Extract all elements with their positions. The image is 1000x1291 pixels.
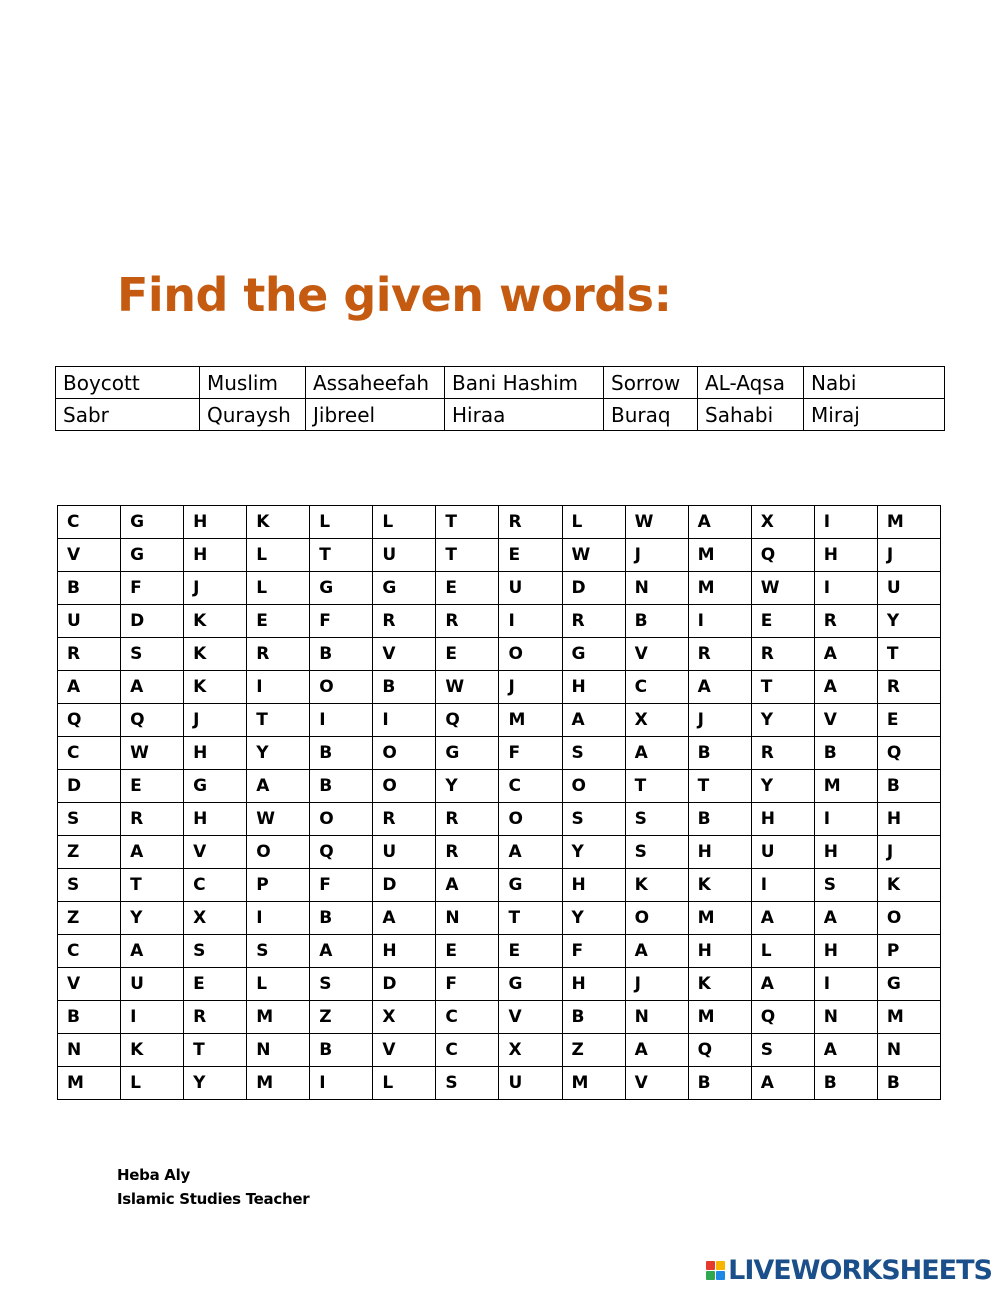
grid-cell[interactable]: O [499, 638, 562, 671]
word-list-item: Sahabi [698, 399, 804, 431]
grid-cell[interactable]: U [499, 1067, 562, 1100]
grid-cell[interactable]: K [688, 869, 751, 902]
liveworksheets-logo-icon [706, 1261, 725, 1280]
grid-cell[interactable]: E [121, 770, 184, 803]
grid-cell[interactable]: S [751, 1034, 814, 1067]
grid-cell[interactable]: I [814, 572, 877, 605]
grid-cell[interactable]: A [814, 638, 877, 671]
grid-cell[interactable]: F [310, 605, 373, 638]
author-name: Heba Aly [117, 1166, 190, 1184]
grid-cell[interactable]: A [562, 704, 625, 737]
grid-cell[interactable]: S [184, 935, 247, 968]
grid-cell[interactable]: H [751, 803, 814, 836]
grid-cell[interactable]: E [436, 572, 499, 605]
grid-cell[interactable]: H [184, 803, 247, 836]
grid-cell[interactable]: Y [184, 1067, 247, 1100]
grid-cell[interactable]: B [310, 638, 373, 671]
grid-cell[interactable]: I [814, 803, 877, 836]
grid-cell[interactable]: B [814, 1067, 877, 1100]
word-list-item: Sorrow [604, 367, 698, 399]
grid-cell[interactable]: C [436, 1034, 499, 1067]
grid-cell[interactable]: I [499, 605, 562, 638]
grid-cell[interactable]: V [373, 1034, 436, 1067]
grid-cell[interactable]: J [877, 539, 940, 572]
grid-cell[interactable]: T [499, 902, 562, 935]
grid-row [58, 506, 941, 539]
grid-cell[interactable]: J [184, 704, 247, 737]
grid-cell[interactable]: C [499, 770, 562, 803]
page-title: Find the given words: [117, 268, 672, 322]
grid-cell[interactable]: D [373, 869, 436, 902]
grid-row [58, 803, 941, 836]
grid-cell[interactable]: T [310, 539, 373, 572]
grid-cell[interactable]: Z [562, 1034, 625, 1067]
grid-cell[interactable]: N [814, 1001, 877, 1034]
grid-cell[interactable]: G [436, 737, 499, 770]
grid-cell[interactable]: A [751, 1067, 814, 1100]
grid-cell[interactable]: C [58, 935, 121, 968]
grid-cell[interactable]: F [436, 968, 499, 1001]
grid-cell[interactable]: P [247, 869, 310, 902]
grid-cell[interactable]: K [247, 506, 310, 539]
grid-cell[interactable]: O [310, 803, 373, 836]
grid-cell[interactable]: D [121, 605, 184, 638]
grid-cell[interactable]: V [625, 1067, 688, 1100]
grid-cell[interactable]: T [121, 869, 184, 902]
word-list-row [56, 367, 945, 399]
grid-cell[interactable]: F [121, 572, 184, 605]
grid-cell[interactable]: O [373, 770, 436, 803]
grid-cell[interactable]: K [184, 638, 247, 671]
grid-cell[interactable]: V [58, 539, 121, 572]
grid-cell[interactable]: R [877, 671, 940, 704]
grid-cell[interactable]: N [877, 1034, 940, 1067]
grid-cell[interactable]: R [247, 638, 310, 671]
grid-cell[interactable]: X [751, 506, 814, 539]
grid-cell[interactable]: X [373, 1001, 436, 1034]
grid-cell[interactable]: Q [688, 1034, 751, 1067]
grid-cell[interactable]: R [121, 803, 184, 836]
grid-cell[interactable]: S [58, 803, 121, 836]
grid-cell[interactable]: M [58, 1067, 121, 1100]
grid-cell[interactable]: H [688, 836, 751, 869]
word-list-item: Assaheefah [306, 367, 445, 399]
grid-cell[interactable]: M [688, 1001, 751, 1034]
grid-cell[interactable]: F [562, 935, 625, 968]
grid-cell[interactable]: A [310, 935, 373, 968]
grid-cell[interactable]: O [247, 836, 310, 869]
grid-cell[interactable]: X [499, 1034, 562, 1067]
grid-cell[interactable]: A [499, 836, 562, 869]
grid-cell[interactable]: H [562, 968, 625, 1001]
grid-cell[interactable]: C [436, 1001, 499, 1034]
grid-cell[interactable]: I [121, 1001, 184, 1034]
grid-cell[interactable]: S [562, 737, 625, 770]
grid-cell[interactable]: H [184, 737, 247, 770]
grid-cell[interactable]: M [688, 572, 751, 605]
grid-cell[interactable]: V [499, 1001, 562, 1034]
liveworksheets-brand[interactable] [706, 1253, 992, 1287]
word-list-table [55, 366, 945, 431]
grid-cell[interactable]: E [877, 704, 940, 737]
grid-cell[interactable]: T [436, 506, 499, 539]
grid-cell[interactable]: N [625, 572, 688, 605]
grid-row [58, 539, 941, 572]
author-role: Islamic Studies Teacher [117, 1190, 310, 1208]
grid-row [58, 869, 941, 902]
grid-cell[interactable]: K [121, 1034, 184, 1067]
grid-cell[interactable]: Y [562, 836, 625, 869]
grid-cell[interactable]: M [688, 539, 751, 572]
grid-cell[interactable]: R [499, 506, 562, 539]
grid-cell[interactable]: A [814, 671, 877, 704]
grid-cell[interactable]: B [58, 1001, 121, 1034]
grid-cell[interactable]: F [499, 737, 562, 770]
grid-cell[interactable]: E [436, 935, 499, 968]
grid-cell[interactable]: O [562, 770, 625, 803]
grid-cell[interactable]: T [436, 539, 499, 572]
grid-cell[interactable]: B [688, 803, 751, 836]
grid-cell[interactable]: E [436, 638, 499, 671]
grid-cell[interactable]: R [184, 1001, 247, 1034]
grid-cell[interactable]: M [499, 704, 562, 737]
grid-cell[interactable]: O [877, 902, 940, 935]
grid-cell[interactable]: V [625, 638, 688, 671]
grid-cell[interactable]: T [751, 671, 814, 704]
grid-cell[interactable]: B [814, 737, 877, 770]
grid-cell[interactable]: I [373, 704, 436, 737]
grid-cell[interactable]: S [625, 803, 688, 836]
grid-row [58, 638, 941, 671]
word-list-row [56, 399, 945, 431]
grid-cell[interactable]: E [751, 605, 814, 638]
grid-cell[interactable]: N [58, 1034, 121, 1067]
grid-cell[interactable]: S [310, 968, 373, 1001]
grid-row [58, 968, 941, 1001]
grid-cell[interactable]: B [310, 770, 373, 803]
grid-cell[interactable]: I [688, 605, 751, 638]
grid-cell[interactable]: H [814, 836, 877, 869]
grid-cell[interactable]: I [310, 704, 373, 737]
grid-cell[interactable]: B [877, 770, 940, 803]
grid-row [58, 671, 941, 704]
grid-cell[interactable]: A [625, 1034, 688, 1067]
grid-cell[interactable]: W [625, 506, 688, 539]
grid-cell[interactable]: I [247, 671, 310, 704]
grid-cell[interactable]: S [625, 836, 688, 869]
grid-cell[interactable]: X [625, 704, 688, 737]
grid-cell[interactable]: L [247, 539, 310, 572]
grid-cell[interactable]: Y [436, 770, 499, 803]
grid-cell[interactable]: G [499, 968, 562, 1001]
word-list-item: Buraq [604, 399, 698, 431]
grid-cell[interactable]: L [562, 506, 625, 539]
grid-cell[interactable]: U [373, 539, 436, 572]
grid-cell[interactable]: V [58, 968, 121, 1001]
word-list-item: Bani Hashim [445, 367, 604, 399]
grid-cell[interactable]: Q [751, 539, 814, 572]
grid-cell[interactable]: Q [121, 704, 184, 737]
grid-cell[interactable]: Z [58, 902, 121, 935]
grid-cell[interactable]: M [562, 1067, 625, 1100]
grid-row [58, 737, 941, 770]
grid-cell[interactable]: Y [121, 902, 184, 935]
grid-cell[interactable]: A [121, 671, 184, 704]
grid-cell[interactable]: S [814, 869, 877, 902]
footer [117, 1163, 309, 1211]
grid-cell[interactable]: H [562, 671, 625, 704]
grid-cell[interactable]: Z [58, 836, 121, 869]
grid-cell[interactable]: R [373, 803, 436, 836]
grid-cell[interactable]: E [499, 935, 562, 968]
grid-cell[interactable]: S [562, 803, 625, 836]
grid-cell[interactable]: O [499, 803, 562, 836]
grid-cell[interactable]: J [625, 968, 688, 1001]
grid-cell[interactable]: O [373, 737, 436, 770]
grid-cell[interactable]: B [58, 572, 121, 605]
grid-cell[interactable]: R [436, 605, 499, 638]
grid-row [58, 1067, 941, 1100]
word-list-item: AL-Aqsa [698, 367, 804, 399]
grid-cell[interactable]: T [625, 770, 688, 803]
grid-cell[interactable]: Y [562, 902, 625, 935]
word-list-item: Sabr [56, 399, 200, 431]
grid-cell[interactable]: U [751, 836, 814, 869]
grid-cell[interactable]: A [751, 902, 814, 935]
grid-cell[interactable]: J [877, 836, 940, 869]
grid-cell[interactable]: B [310, 902, 373, 935]
grid-cell[interactable]: H [184, 506, 247, 539]
grid-cell[interactable]: B [310, 1034, 373, 1067]
grid-cell[interactable]: W [247, 803, 310, 836]
grid-cell[interactable]: U [499, 572, 562, 605]
grid-cell[interactable]: S [58, 869, 121, 902]
word-list-item: Miraj [804, 399, 945, 431]
grid-cell[interactable]: Y [247, 737, 310, 770]
grid-cell[interactable]: E [247, 605, 310, 638]
grid-cell[interactable]: W [751, 572, 814, 605]
grid-cell[interactable]: G [562, 638, 625, 671]
grid-cell[interactable]: T [877, 638, 940, 671]
grid-cell[interactable]: F [310, 869, 373, 902]
grid-cell[interactable]: H [373, 935, 436, 968]
grid-row [58, 902, 941, 935]
grid-cell[interactable]: G [499, 869, 562, 902]
grid-cell[interactable]: C [58, 737, 121, 770]
grid-cell[interactable]: L [373, 1067, 436, 1100]
grid-cell[interactable]: B [688, 1067, 751, 1100]
grid-cell[interactable]: A [247, 770, 310, 803]
grid-cell[interactable]: Y [877, 605, 940, 638]
grid-cell[interactable]: Q [436, 704, 499, 737]
grid-row [58, 935, 941, 968]
grid-cell[interactable]: U [373, 836, 436, 869]
brand-name: LIVEWORKSHEETS [728, 1254, 992, 1286]
grid-cell[interactable]: X [184, 902, 247, 935]
grid-cell[interactable]: V [373, 638, 436, 671]
grid-cell[interactable]: I [751, 869, 814, 902]
grid-row [58, 605, 941, 638]
grid-cell[interactable]: A [751, 968, 814, 1001]
grid-cell[interactable]: Z [310, 1001, 373, 1034]
grid-cell[interactable]: G [184, 770, 247, 803]
grid-cell[interactable]: W [562, 539, 625, 572]
grid-cell[interactable]: H [814, 539, 877, 572]
word-list-item: Jibreel [306, 399, 445, 431]
grid-row [58, 704, 941, 737]
grid-cell[interactable]: L [310, 506, 373, 539]
grid-cell[interactable]: C [184, 869, 247, 902]
grid-cell[interactable]: T [688, 770, 751, 803]
grid-cell[interactable]: Q [310, 836, 373, 869]
grid-cell[interactable]: C [625, 671, 688, 704]
grid-cell[interactable]: R [688, 638, 751, 671]
grid-cell[interactable]: S [121, 638, 184, 671]
grid-cell[interactable]: G [310, 572, 373, 605]
word-list-item: Boycott [56, 367, 200, 399]
grid-cell[interactable]: J [499, 671, 562, 704]
grid-cell[interactable]: P [877, 935, 940, 968]
grid-row [58, 572, 941, 605]
grid-cell[interactable]: R [562, 605, 625, 638]
grid-cell[interactable]: I [310, 1067, 373, 1100]
grid-cell[interactable]: D [562, 572, 625, 605]
grid-cell[interactable]: M [247, 1001, 310, 1034]
grid-cell[interactable]: A [814, 1034, 877, 1067]
grid-cell[interactable]: B [373, 671, 436, 704]
grid-cell[interactable]: M [877, 506, 940, 539]
grid-cell[interactable]: N [625, 1001, 688, 1034]
grid-cell[interactable]: L [121, 1067, 184, 1100]
word-list-item: Muslim [200, 367, 306, 399]
grid-cell[interactable]: R [436, 836, 499, 869]
grid-cell[interactable]: H [562, 869, 625, 902]
grid-cell[interactable]: A [58, 671, 121, 704]
grid-cell[interactable]: A [121, 836, 184, 869]
grid-cell[interactable]: S [436, 1067, 499, 1100]
grid-cell[interactable]: O [310, 671, 373, 704]
grid-cell[interactable]: B [625, 605, 688, 638]
grid-cell[interactable]: A [625, 935, 688, 968]
grid-cell[interactable]: L [247, 968, 310, 1001]
grid-cell[interactable]: B [688, 737, 751, 770]
word-list-item: Hiraa [445, 399, 604, 431]
grid-cell[interactable]: Q [58, 704, 121, 737]
grid-cell[interactable]: R [751, 638, 814, 671]
grid-cell[interactable]: A [688, 506, 751, 539]
grid-cell[interactable]: L [751, 935, 814, 968]
grid-cell[interactable]: K [625, 869, 688, 902]
grid-cell[interactable]: K [184, 671, 247, 704]
grid-cell[interactable]: W [436, 671, 499, 704]
grid-cell[interactable]: G [121, 506, 184, 539]
grid-cell[interactable]: E [184, 968, 247, 1001]
grid-cell[interactable]: A [688, 671, 751, 704]
grid-cell[interactable]: G [877, 968, 940, 1001]
grid-cell[interactable]: J [625, 539, 688, 572]
grid-cell[interactable]: N [436, 902, 499, 935]
grid-cell[interactable]: R [751, 737, 814, 770]
grid-cell[interactable]: E [499, 539, 562, 572]
grid-cell[interactable]: G [373, 572, 436, 605]
grid-cell[interactable]: R [58, 638, 121, 671]
grid-cell[interactable]: N [247, 1034, 310, 1067]
grid-cell[interactable]: I [247, 902, 310, 935]
grid-cell[interactable]: C [58, 506, 121, 539]
word-search-grid [57, 505, 941, 1100]
grid-cell[interactable]: B [562, 1001, 625, 1034]
grid-cell[interactable]: L [247, 572, 310, 605]
word-list-item: Nabi [804, 367, 945, 399]
grid-cell[interactable]: K [688, 968, 751, 1001]
grid-cell[interactable]: Q [877, 737, 940, 770]
grid-cell[interactable]: L [373, 506, 436, 539]
grid-cell[interactable]: V [184, 836, 247, 869]
grid-cell[interactable]: G [121, 539, 184, 572]
grid-cell[interactable]: B [877, 1067, 940, 1100]
grid-cell[interactable]: H [877, 803, 940, 836]
grid-cell[interactable]: H [184, 539, 247, 572]
grid-row [58, 1001, 941, 1034]
grid-cell[interactable]: K [877, 869, 940, 902]
grid-cell[interactable]: J [184, 572, 247, 605]
grid-cell[interactable]: W [121, 737, 184, 770]
grid-cell[interactable]: Y [751, 770, 814, 803]
grid-cell[interactable]: D [58, 770, 121, 803]
grid-cell[interactable]: M [877, 1001, 940, 1034]
word-list-item: Quraysh [200, 399, 306, 431]
grid-cell[interactable]: D [373, 968, 436, 1001]
grid-cell[interactable]: A [373, 902, 436, 935]
grid-cell[interactable]: U [877, 572, 940, 605]
grid-cell[interactable]: J [688, 704, 751, 737]
grid-cell[interactable]: S [247, 935, 310, 968]
grid-cell[interactable]: A [625, 737, 688, 770]
grid-cell[interactable]: V [814, 704, 877, 737]
grid-cell[interactable]: U [58, 605, 121, 638]
grid-cell[interactable]: K [184, 605, 247, 638]
grid-cell[interactable]: Y [751, 704, 814, 737]
grid-cell[interactable]: B [310, 737, 373, 770]
grid-row [58, 770, 941, 803]
grid-cell[interactable]: A [814, 902, 877, 935]
grid-cell[interactable]: R [373, 605, 436, 638]
grid-cell[interactable]: O [625, 902, 688, 935]
grid-cell[interactable]: R [814, 605, 877, 638]
grid-row [58, 1034, 941, 1067]
grid-cell[interactable]: H [814, 935, 877, 968]
grid-cell[interactable]: M [247, 1067, 310, 1100]
grid-row [58, 836, 941, 869]
grid-cell[interactable]: R [436, 803, 499, 836]
grid-cell[interactable]: T [184, 1034, 247, 1067]
grid-cell[interactable]: A [436, 869, 499, 902]
grid-cell[interactable]: M [814, 770, 877, 803]
grid-cell[interactable]: I [814, 968, 877, 1001]
grid-cell[interactable]: T [247, 704, 310, 737]
grid-cell[interactable]: U [121, 968, 184, 1001]
grid-cell[interactable]: H [688, 935, 751, 968]
grid-cell[interactable]: I [814, 506, 877, 539]
grid-cell[interactable]: M [688, 902, 751, 935]
grid-cell[interactable]: Q [751, 1001, 814, 1034]
grid-cell[interactable]: A [121, 935, 184, 968]
